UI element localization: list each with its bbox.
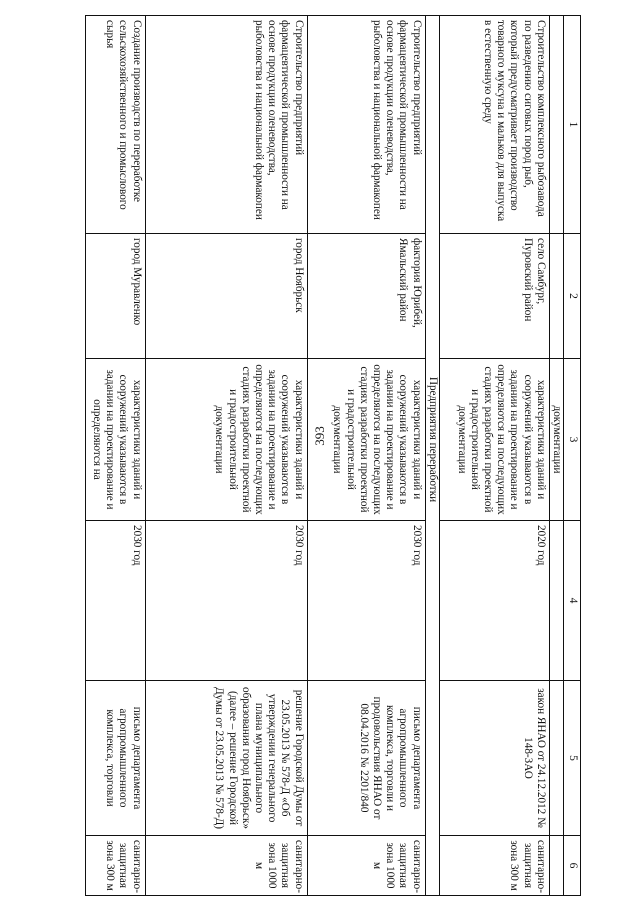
zone-cell: санитарно-защитная зона 300 м: [439, 836, 549, 896]
column-header: 1: [564, 16, 581, 234]
purpose-cell: Создание производств по переработке сельскохозяйственного и промыслового сырья: [85, 16, 145, 234]
characteristics-cell: характеристики зданий и сооружений указываются в задании на проектирование и определяются на: [85, 359, 145, 521]
zone-cell: санитарно-защитная зона 300 м: [85, 836, 145, 896]
column-header-row: [564, 16, 581, 896]
column-header: 4: [564, 521, 581, 681]
period-cell: 2020 год: [439, 521, 549, 681]
table-row: [145, 16, 307, 896]
table-row: [85, 16, 145, 896]
location-cell: село Самбург, Пуровский район: [439, 234, 549, 359]
table-row: [307, 16, 425, 896]
location-cell: город Ноябрьск: [145, 234, 307, 359]
column-header: 6: [564, 836, 581, 896]
table-row: [439, 16, 549, 896]
rotated-table-container: [86, 15, 581, 895]
facilities-table: [85, 15, 581, 896]
purpose-cell: Строительство предприятий фармацевтической промышленности на основе продукции оленеводства, рыболовства и национальной фармакопеи: [307, 16, 425, 234]
continuation-row: [549, 16, 563, 896]
location-cell: город Муравленко: [85, 234, 145, 359]
characteristics-cell: характеристики зданий и сооружений указываются в задании на проектирование и определяются на последующих стадиях разработки проектной и градостроительной документации: [307, 359, 425, 521]
continuation-text: документации: [549, 359, 563, 521]
period-cell: 2030 год: [85, 521, 145, 681]
period-cell: 2030 год: [307, 521, 425, 681]
location-cell: фактория Юрибей, Ямальский район: [307, 234, 425, 359]
zone-cell: санитарно-защитная зона 1000 м: [307, 836, 425, 896]
column-header: 2: [564, 234, 581, 359]
column-header: 3: [564, 359, 581, 521]
column-header: 5: [564, 681, 581, 836]
section-row: [425, 16, 439, 896]
purpose-cell: Строительство комплексного рыбозавода по разведению сиговых пород рыб, который предусматривает производство товарного муксуна и мальков для выпуска в естественную среду: [439, 16, 549, 234]
period-cell: 2030 год: [145, 521, 307, 681]
basis-cell: письмо департамента агропромышленного комплекса, торговли и продовольствия ЯНАО от 08.04.2016 № 2201/840: [307, 681, 425, 836]
zone-cell: санитарно-защитная зона 1000 м: [145, 836, 307, 896]
characteristics-cell: характеристики зданий и сооружений указываются в задании на проектирование и определяются на последующих стадиях разработки проектной и градостроительной документации: [145, 359, 307, 521]
characteristics-cell: характеристики зданий и сооружений указываются в задании на проектирование и определяются на последующих стадиях разработки проектной и градостроительной документации: [439, 359, 549, 521]
basis-cell: решение Городской Думы от 23.05.2013 № 578-Д «Об утверждении генерального плана муниципального образования город Ноябрьск» (далее – решение Городской Думы от 23.05.2013 № 578-Д): [145, 681, 307, 836]
basis-cell: письмо департамента агропромышленного комплекса, торговли: [85, 681, 145, 836]
page-number: 393: [312, 426, 327, 446]
purpose-cell: Строительство предприятий фармацевтической промышленности на основе продукции оленеводства, рыболовства и национальной фармакопеи: [145, 16, 307, 234]
section-title: Предприятия переработки: [425, 359, 439, 521]
basis-cell: закон ЯНАО от 24.12.2012 № 148-ЗАО: [439, 681, 549, 836]
